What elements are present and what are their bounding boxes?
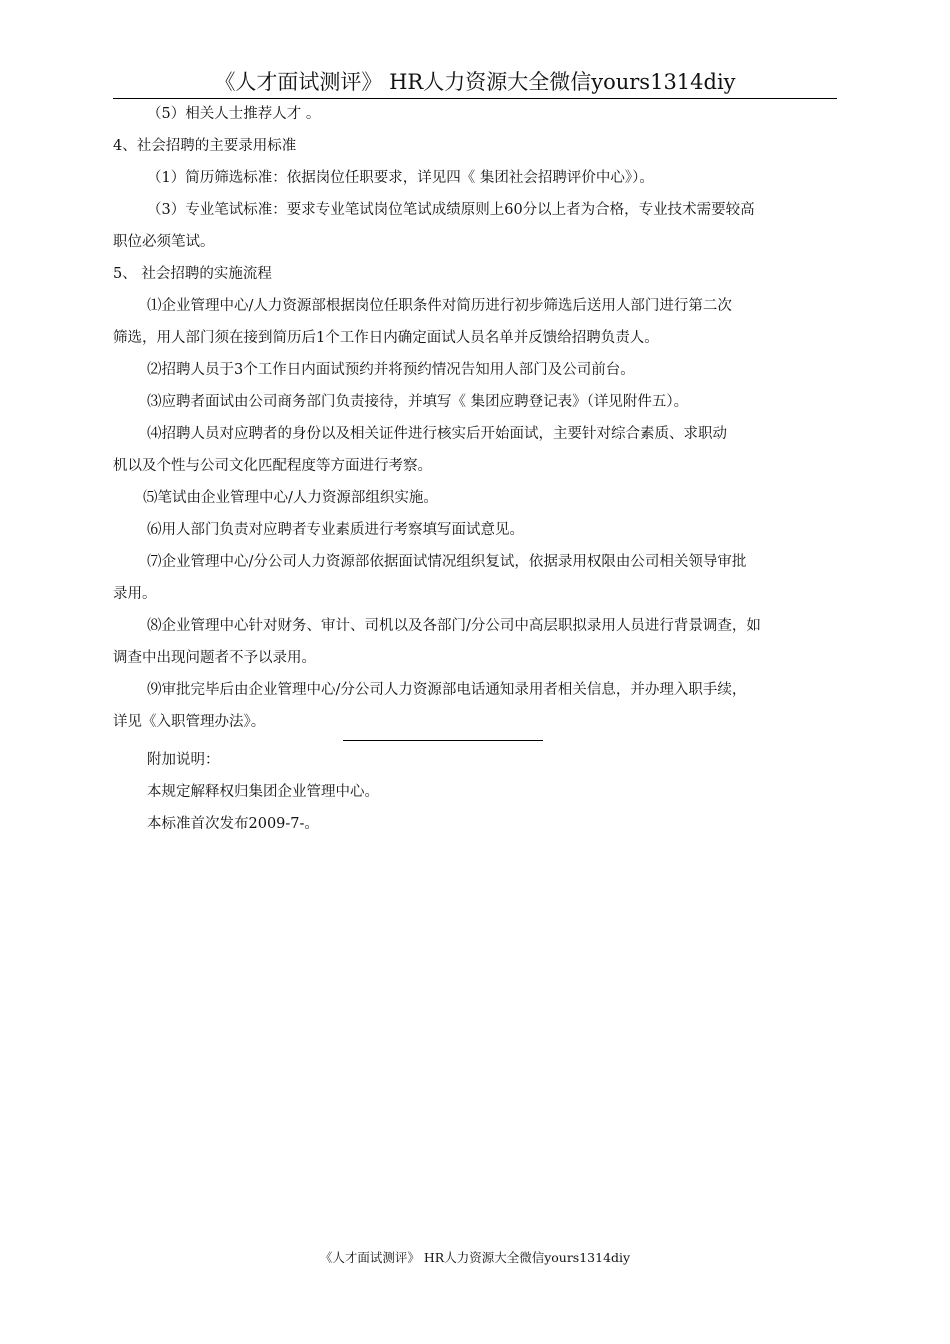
list-item-5-5: （5）相关人士推荐人才 。 bbox=[147, 106, 321, 122]
step-4 bbox=[113, 418, 837, 482]
criteria-1: （1）简历筛选标准：依据岗位任职要求，详见四《 集团社会招聘评价中心》）。 bbox=[147, 170, 654, 186]
step-1-line-1: ⑴企业管理中心/人力资源部根据岗位任职条件对简历进行初步筛选后送用人部门进行第二次 bbox=[147, 298, 732, 314]
step-4-line-1: ⑷招聘人员对应聘者的身份以及相关证件进行核实后开始面试，主要针对综合素质、求职动 bbox=[147, 426, 727, 442]
step-9-line-2: 详见《入职管理办法》。 bbox=[113, 714, 266, 730]
page-footer bbox=[0, 1248, 950, 1268]
criteria-3 bbox=[113, 194, 837, 258]
additional-notes bbox=[113, 744, 837, 840]
step-5: ⑸笔试由企业管理中心/人力资源部组织实施。 bbox=[143, 490, 438, 506]
step-1-line-2: 筛选，用人部门须在接到简历后1个工作日内确定面试人员名单并反馈给招聘负责人。 bbox=[113, 330, 659, 346]
step-9-line-1: ⑼审批完毕后由企业管理中心/分公司人力资源部电话通知录用者相关信息，并办理入职手续， bbox=[147, 682, 747, 698]
document-body bbox=[113, 98, 837, 738]
step-7-line-2: 录用。 bbox=[113, 586, 157, 602]
footer-text: 《人才面试测评》 HR人力资源大全微信yours1314diy bbox=[319, 1250, 631, 1265]
step-3: ⑶应聘者面试由公司商务部门负责接待，并填写《 集团应聘登记表》（详见附件五）。 bbox=[147, 394, 689, 410]
step-9 bbox=[113, 674, 837, 738]
notes-line-2: 本标准首次发布2009-7-。 bbox=[147, 816, 319, 832]
header-title: 《人才面试测评》 HR人力资源大全微信yours1314diy bbox=[214, 70, 736, 94]
step-7 bbox=[113, 546, 837, 610]
step-4-line-2: 机以及个性与公司文化匹配程度等方面进行考察。 bbox=[113, 458, 432, 474]
step-8 bbox=[113, 610, 837, 674]
step-1 bbox=[113, 290, 837, 354]
criteria-3-line-1: （3）专业笔试标准：要求专业笔试岗位笔试成绩原则上60分以上者为合格，专业技术需要较高 bbox=[147, 202, 755, 218]
section-divider bbox=[343, 740, 543, 741]
notes-line-1: 本规定解释权归集团企业管理中心。 bbox=[147, 784, 379, 800]
section-5-heading: 5、 社会招聘的实施流程 bbox=[113, 266, 272, 282]
section-4-heading: 4、社会招聘的主要录用标准 bbox=[113, 138, 297, 154]
criteria-3-line-2: 职位必须笔试。 bbox=[113, 234, 215, 250]
step-8-line-1: ⑻企业管理中心针对财务、审计、司机以及各部门/分公司中高层职拟录用人员进行背景调查，如 bbox=[147, 618, 761, 634]
page-header bbox=[113, 66, 837, 99]
step-7-line-1: ⑺企业管理中心/分公司人力资源部依据面试情况组织复试，依据录用权限由公司相关领导审批 bbox=[147, 554, 747, 570]
step-8-line-2: 调查中出现问题者不予以录用。 bbox=[113, 650, 316, 666]
step-6: ⑹用人部门负责对应聘者专业素质进行考察填写面试意见。 bbox=[147, 522, 524, 538]
notes-heading: 附加说明： bbox=[147, 752, 220, 768]
step-2: ⑵招聘人员于3个工作日内面试预约并将预约情况告知用人部门及公司前台。 bbox=[147, 362, 635, 378]
